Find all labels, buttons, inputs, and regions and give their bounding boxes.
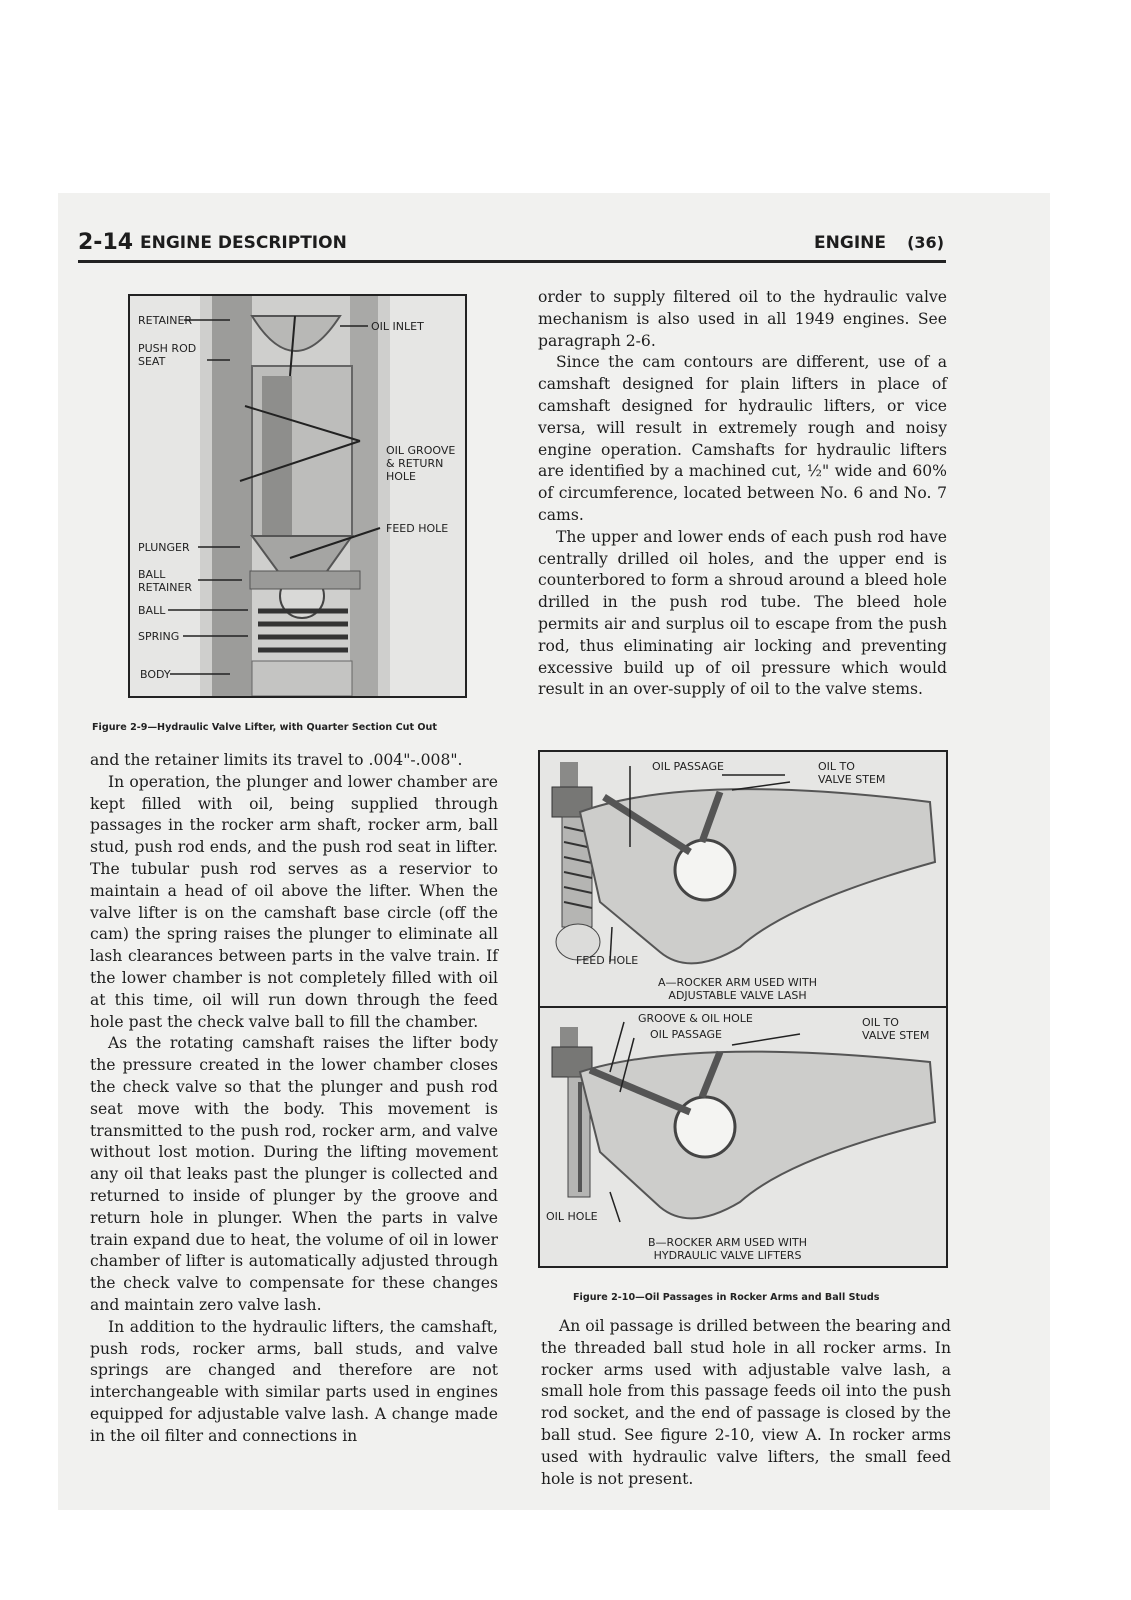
label-retainer: RETAINER bbox=[138, 314, 193, 327]
label-plunger: PLUNGER bbox=[138, 541, 190, 554]
paragraph: order to supply filtered oil to the hydraulic valve mechanism is also used in all 1949 engines. See paragraph 2-6. bbox=[538, 288, 947, 350]
paragraph: Since the cam contours are different, use of a camshaft designed for plain lifters in place of camshaft designed for hydraulic lifters, or vice versa, will result in extremely rough and noisy engine operation. Camshafts for hydraulic lifters are identified by a machined cut, ½" wide and 60% of circumference, located between No. 6 and No. 7 cams. bbox=[538, 353, 947, 524]
figure-2-10-caption: Figure 2-10—Oil Passages in Rocker Arms and Ball Studs bbox=[573, 1292, 880, 1303]
chapter-title: ENGINE bbox=[814, 233, 886, 253]
right-column-bottom-text bbox=[541, 1316, 951, 1490]
view-b-title: B—ROCKER ARM USED WITH HYDRAULIC VALVE LIFTERS bbox=[648, 1236, 808, 1262]
rocker-arm-illustration bbox=[540, 752, 946, 1266]
page-header bbox=[78, 230, 946, 263]
label-oil-passage-a: OIL PASSAGE bbox=[652, 760, 724, 773]
paragraph: In addition to the hydraulic lifters, the camshaft, push rods, rocker arms, ball studs, and valve springs are changed and therefore are not interchangeable with similar parts used in engines equipped for adjustable valve lash. A change made in the oil filter and connections in bbox=[90, 1317, 498, 1445]
label-ball-retainer: BALL RETAINER bbox=[138, 568, 193, 594]
label-oil-hole-b: OIL HOLE bbox=[546, 1210, 598, 1223]
label-feed-hole-a: FEED HOLE bbox=[576, 954, 639, 967]
page-number: (36) bbox=[907, 233, 944, 252]
paragraph: and the retainer limits its travel to .004"-.008". bbox=[90, 751, 463, 769]
label-oil-to-valve-stem-a: OIL TO VALVE STEM bbox=[818, 760, 886, 786]
label-oil-inlet: OIL INLET bbox=[371, 320, 424, 333]
figure-2-10-rocker-arms bbox=[538, 750, 948, 1268]
figure-2-9-hydraulic-lifter bbox=[128, 294, 467, 698]
view-a-title: A—ROCKER ARM USED WITH ADJUSTABLE VALVE LASH bbox=[658, 976, 818, 1002]
label-body: BODY bbox=[140, 668, 171, 681]
section-number: 2-14 bbox=[78, 230, 134, 255]
label-oil-to-valve-stem-b: OIL TO VALVE STEM bbox=[862, 1016, 930, 1042]
paragraph: The upper and lower ends of each push rod have centrally drilled oil holes, and the upper end is counterbored to form a shroud around a bleed hole drilled in the push rod tube. The bleed hole permits air and surplus oil to escape from the push rod, thus eliminating air locking and preventing excessive build up of oil pressure which would result in an over-supply of oil to the valve stems. bbox=[538, 527, 947, 699]
left-column-text bbox=[90, 750, 498, 1448]
label-spring: SPRING bbox=[138, 630, 180, 643]
paragraph: As the rotating camshaft raises the lifter body the pressure created in the lower chamber closes the check valve so that the plunger and push rod seat move with the body. This movement is transmitted to the push rod, rocker arm, and valve without lost motion. During the lifting movement any oil that leaks past the plunger is collected and returned to inside of plunger by the groove and return hole in plunger. When the parts in valve train expand due to heat, the volume of oil in lower chamber of lifter is automatically adjusted through the check valve to compensate for these changes and maintain zero valve lash. bbox=[90, 1034, 498, 1314]
section-title: ENGINE DESCRIPTION bbox=[140, 233, 347, 253]
paragraph: An oil passage is drilled between the bearing and the threaded ball stud hole in all rocker arms. In rocker arms used with adjustable valve lash, a small hole from this passage feeds oil into the push rod socket, and the end of passage is closed by the ball stud. See figure 2-10, view A. In rocker arms used with hydraulic valve lifters, the small feed hole is not present. bbox=[541, 1317, 951, 1488]
label-feed-hole: FEED HOLE bbox=[386, 522, 449, 535]
label-oil-passage-b: OIL PASSAGE bbox=[650, 1028, 722, 1041]
label-push-rod-seat: PUSH ROD SEAT bbox=[138, 342, 197, 368]
label-oil-groove: OIL GROOVE & RETURN HOLE bbox=[386, 444, 456, 483]
figure-2-9-caption: Figure 2-9—Hydraulic Valve Lifter, with Quarter Section Cut Out bbox=[92, 722, 437, 733]
right-column-top-text bbox=[538, 287, 947, 701]
paragraph: In operation, the plunger and lower chamber are kept filled with oil, being supplied through passages in the rocker arm shaft, rocker arm, ball stud, push rod ends, and the push rod seat in lifter. The tubular push rod serves as a reservior to maintain a head of oil above the lifter. When the valve lifter is on the camshaft base circle (off the cam) the spring raises the plunger to eliminate all lash clearances between parts in the valve train. If the lower chamber is not completely filled with oil at this time, oil will run down through the feed hole past the check valve ball to fill the chamber. bbox=[90, 772, 498, 1031]
label-groove-oil-hole-b: GROOVE & OIL HOLE bbox=[638, 1012, 753, 1025]
label-ball: BALL bbox=[138, 604, 166, 617]
